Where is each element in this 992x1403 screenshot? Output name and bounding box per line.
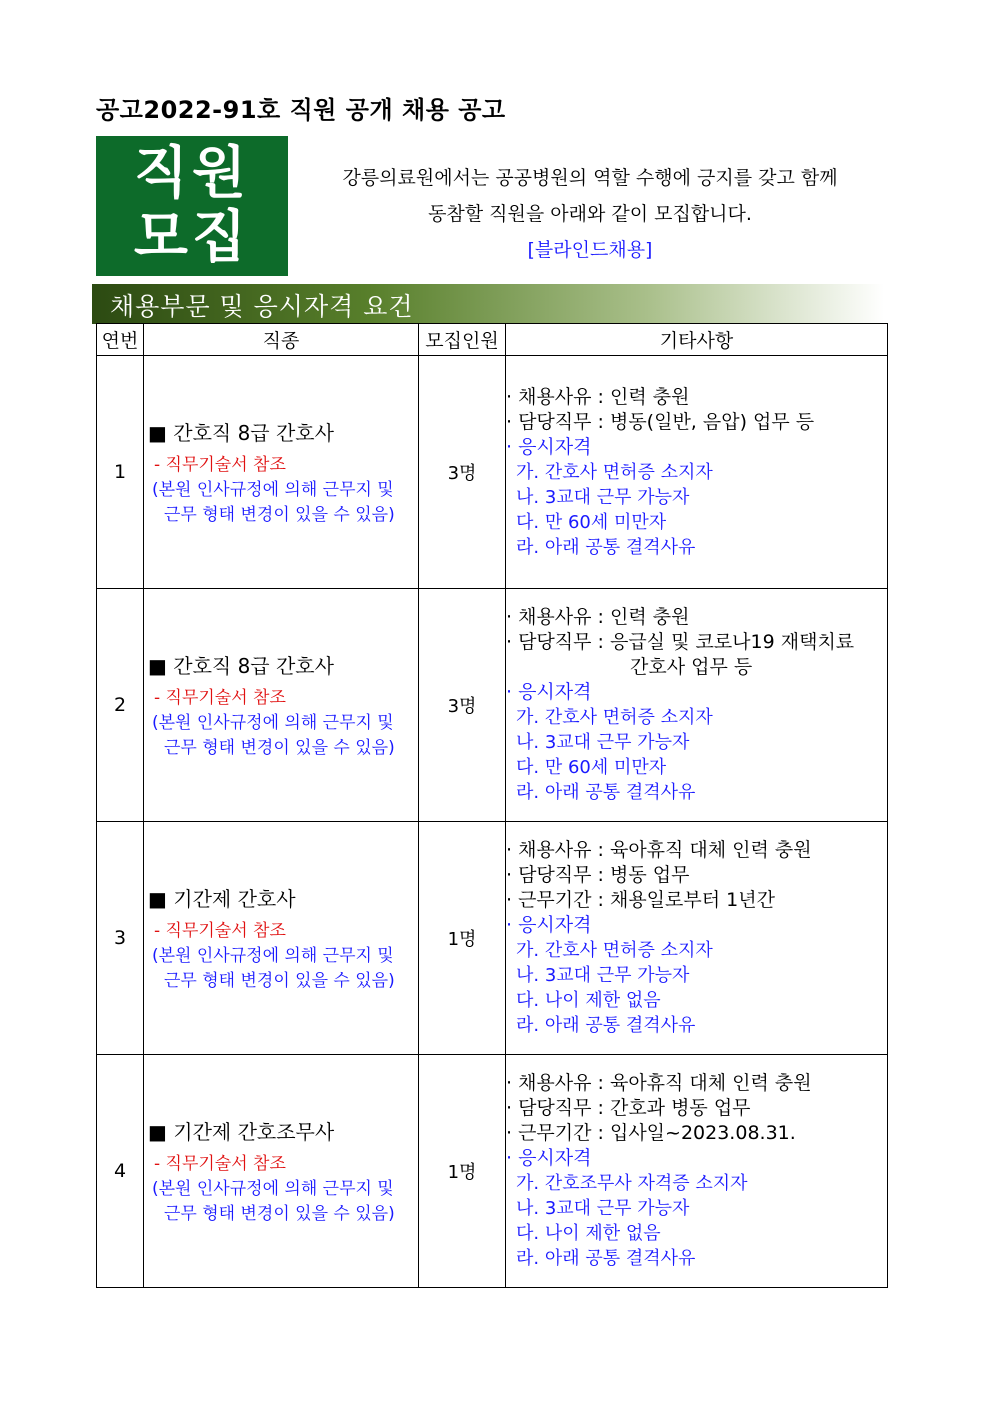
job-note (144, 478, 418, 528)
qualification-item: 나. 3교대 근무 가능자 (516, 732, 690, 753)
qualification-heading: · 응시자격 (506, 914, 592, 936)
table-header-row (97, 324, 888, 356)
job-cell (144, 822, 419, 1055)
job-note-line-1: (본원 인사규정에 의해 근무지 및 (152, 945, 394, 966)
job-description-ref: - 직무기술서 참조 (154, 454, 286, 475)
recruit-count-text: 3명 (447, 696, 477, 717)
job-title: ■ 간호직 8급 간호사 (148, 653, 334, 678)
recruit-count (419, 356, 506, 589)
section-header (92, 284, 884, 324)
job-note-line-1: (본원 인사규정에 의해 근무지 및 (152, 712, 394, 733)
etc-cell (506, 1055, 888, 1288)
recruit-logo (96, 136, 288, 276)
qualification-item: 다. 나이 제한 없음 (516, 990, 661, 1011)
qualification-heading: · 응시자격 (506, 681, 592, 703)
intro-text (300, 160, 880, 268)
job-title: ■ 기간제 간호조무사 (148, 1119, 335, 1144)
qualification-item: 다. 나이 제한 없음 (516, 1223, 661, 1244)
row-number (97, 356, 144, 589)
qualification-item: 가. 간호사 면허증 소지자 (516, 461, 713, 483)
hire-reason: · 채용사유 : 인력 충원 (506, 385, 690, 408)
etc-cell (506, 356, 888, 589)
job-note-line-2: 근무 형태 변경이 있을 수 있음) (164, 970, 395, 991)
job-note-line-1: (본원 인사규정에 의해 근무지 및 (152, 479, 394, 500)
qualification-item: 가. 간호사 면허증 소지자 (516, 940, 713, 961)
job-title: ■ 간호직 8급 간호사 (148, 420, 334, 445)
row-number-text: 4 (113, 1160, 127, 1182)
job-note-line-1: (본원 인사규정에 의해 근무지 및 (152, 1178, 394, 1199)
qualification-item: 나. 3교대 근무 가능자 (516, 965, 690, 986)
work-period: · 근무기간 : 입사일~2023.08.31. (506, 1122, 796, 1144)
table-row (97, 1055, 888, 1288)
qualification-item: 다. 만 60세 미만자 (516, 757, 667, 778)
qualification-item: 라. 아래 공통 결격사유 (516, 1015, 696, 1036)
job-description-ref: - 직무기술서 참조 (154, 920, 286, 941)
qualification-list (506, 705, 887, 805)
qualification-heading: · 응시자격 (506, 1147, 592, 1169)
qualification-list (506, 938, 887, 1038)
intro-line-1: 강릉의료원에서는 공공병원의 역할 수행에 긍지를 갖고 함께 (342, 167, 838, 189)
header-no: 연번 (97, 324, 144, 356)
hire-reason: · 채용사유 : 인력 충원 (506, 606, 690, 628)
row-number-text: 1 (113, 461, 127, 483)
duty: · 담당직무 : 병동 업무 (506, 864, 690, 886)
qualification-list (506, 1171, 887, 1271)
job-cell (144, 1055, 419, 1288)
blind-recruit-label: [블라인드채용] (527, 239, 653, 261)
duty-continued: 간호사 업무 등 (630, 656, 753, 678)
duty: · 담당직무 : 응급실 및 코로나19 재택치료 (506, 631, 855, 653)
header-job: 직종 (144, 324, 419, 356)
job-note-line-2: 근무 형태 변경이 있을 수 있음) (164, 737, 395, 758)
hire-reason: · 채용사유 : 육아휴직 대체 인력 충원 (506, 839, 812, 861)
recruitment-table (96, 323, 888, 1288)
recruit-count (419, 822, 506, 1055)
qualification-item: 라. 아래 공통 결격사유 (516, 536, 696, 558)
logo-line-1: 직원 (133, 141, 251, 206)
etc-cell (506, 822, 888, 1055)
work-period: · 근무기간 : 채용일로부터 1년간 (506, 889, 775, 911)
document-title: 공고2022-91호 직원 공개 채용 공고 (96, 96, 506, 124)
job-note (144, 944, 418, 994)
qualification-item: 라. 아래 공통 결격사유 (516, 782, 696, 803)
etc-cell (506, 589, 888, 822)
qualification-item: 다. 만 60세 미만자 (516, 511, 667, 533)
table-row (97, 589, 888, 822)
duty: · 담당직무 : 간호과 병동 업무 (506, 1097, 751, 1119)
duty: · 담당직무 : 병동(일반, 음압) 업무 등 (506, 410, 815, 433)
section-title: 채용부문 및 응시자격 요건 (110, 292, 414, 321)
qualification-item: 가. 간호조무사 자격증 소지자 (516, 1173, 748, 1194)
qualification-heading: · 응시자격 (506, 435, 592, 458)
logo-line-2: 모집 (133, 205, 251, 270)
qualification-item: 나. 3교대 근무 가능자 (516, 1198, 690, 1219)
hire-reason: · 채용사유 : 육아휴직 대체 인력 충원 (506, 1072, 812, 1094)
job-note-line-2: 근무 형태 변경이 있을 수 있음) (164, 504, 395, 525)
qualification-list (506, 460, 887, 560)
job-title: ■ 기간제 간호사 (148, 886, 296, 911)
qualification-item: 나. 3교대 근무 가능자 (516, 486, 690, 508)
qualification-item: 라. 아래 공통 결격사유 (516, 1248, 696, 1269)
job-description-ref: - 직무기술서 참조 (154, 1153, 286, 1174)
job-cell (144, 589, 419, 822)
qualification-item: 가. 간호사 면허증 소지자 (516, 707, 713, 728)
row-number-text: 2 (113, 694, 127, 716)
job-note (144, 711, 418, 761)
recruit-count-text: 1명 (447, 1162, 477, 1183)
recruit-count-text: 3명 (447, 463, 477, 484)
row-number-text: 3 (113, 927, 127, 949)
row-number (97, 822, 144, 1055)
header-count: 모집인원 (419, 324, 506, 356)
job-note-line-2: 근무 형태 변경이 있을 수 있음) (164, 1203, 395, 1224)
row-number (97, 589, 144, 822)
recruit-count-text: 1명 (447, 929, 477, 950)
header-etc: 기타사항 (506, 324, 888, 356)
job-note (144, 1177, 418, 1227)
recruit-count (419, 589, 506, 822)
recruit-count (419, 1055, 506, 1288)
table-row (97, 356, 888, 589)
row-number (97, 1055, 144, 1288)
intro-line-2: 동참할 직원을 아래와 같이 모집합니다. (428, 203, 752, 225)
job-cell (144, 356, 419, 589)
table-row (97, 822, 888, 1055)
job-description-ref: - 직무기술서 참조 (154, 687, 286, 708)
